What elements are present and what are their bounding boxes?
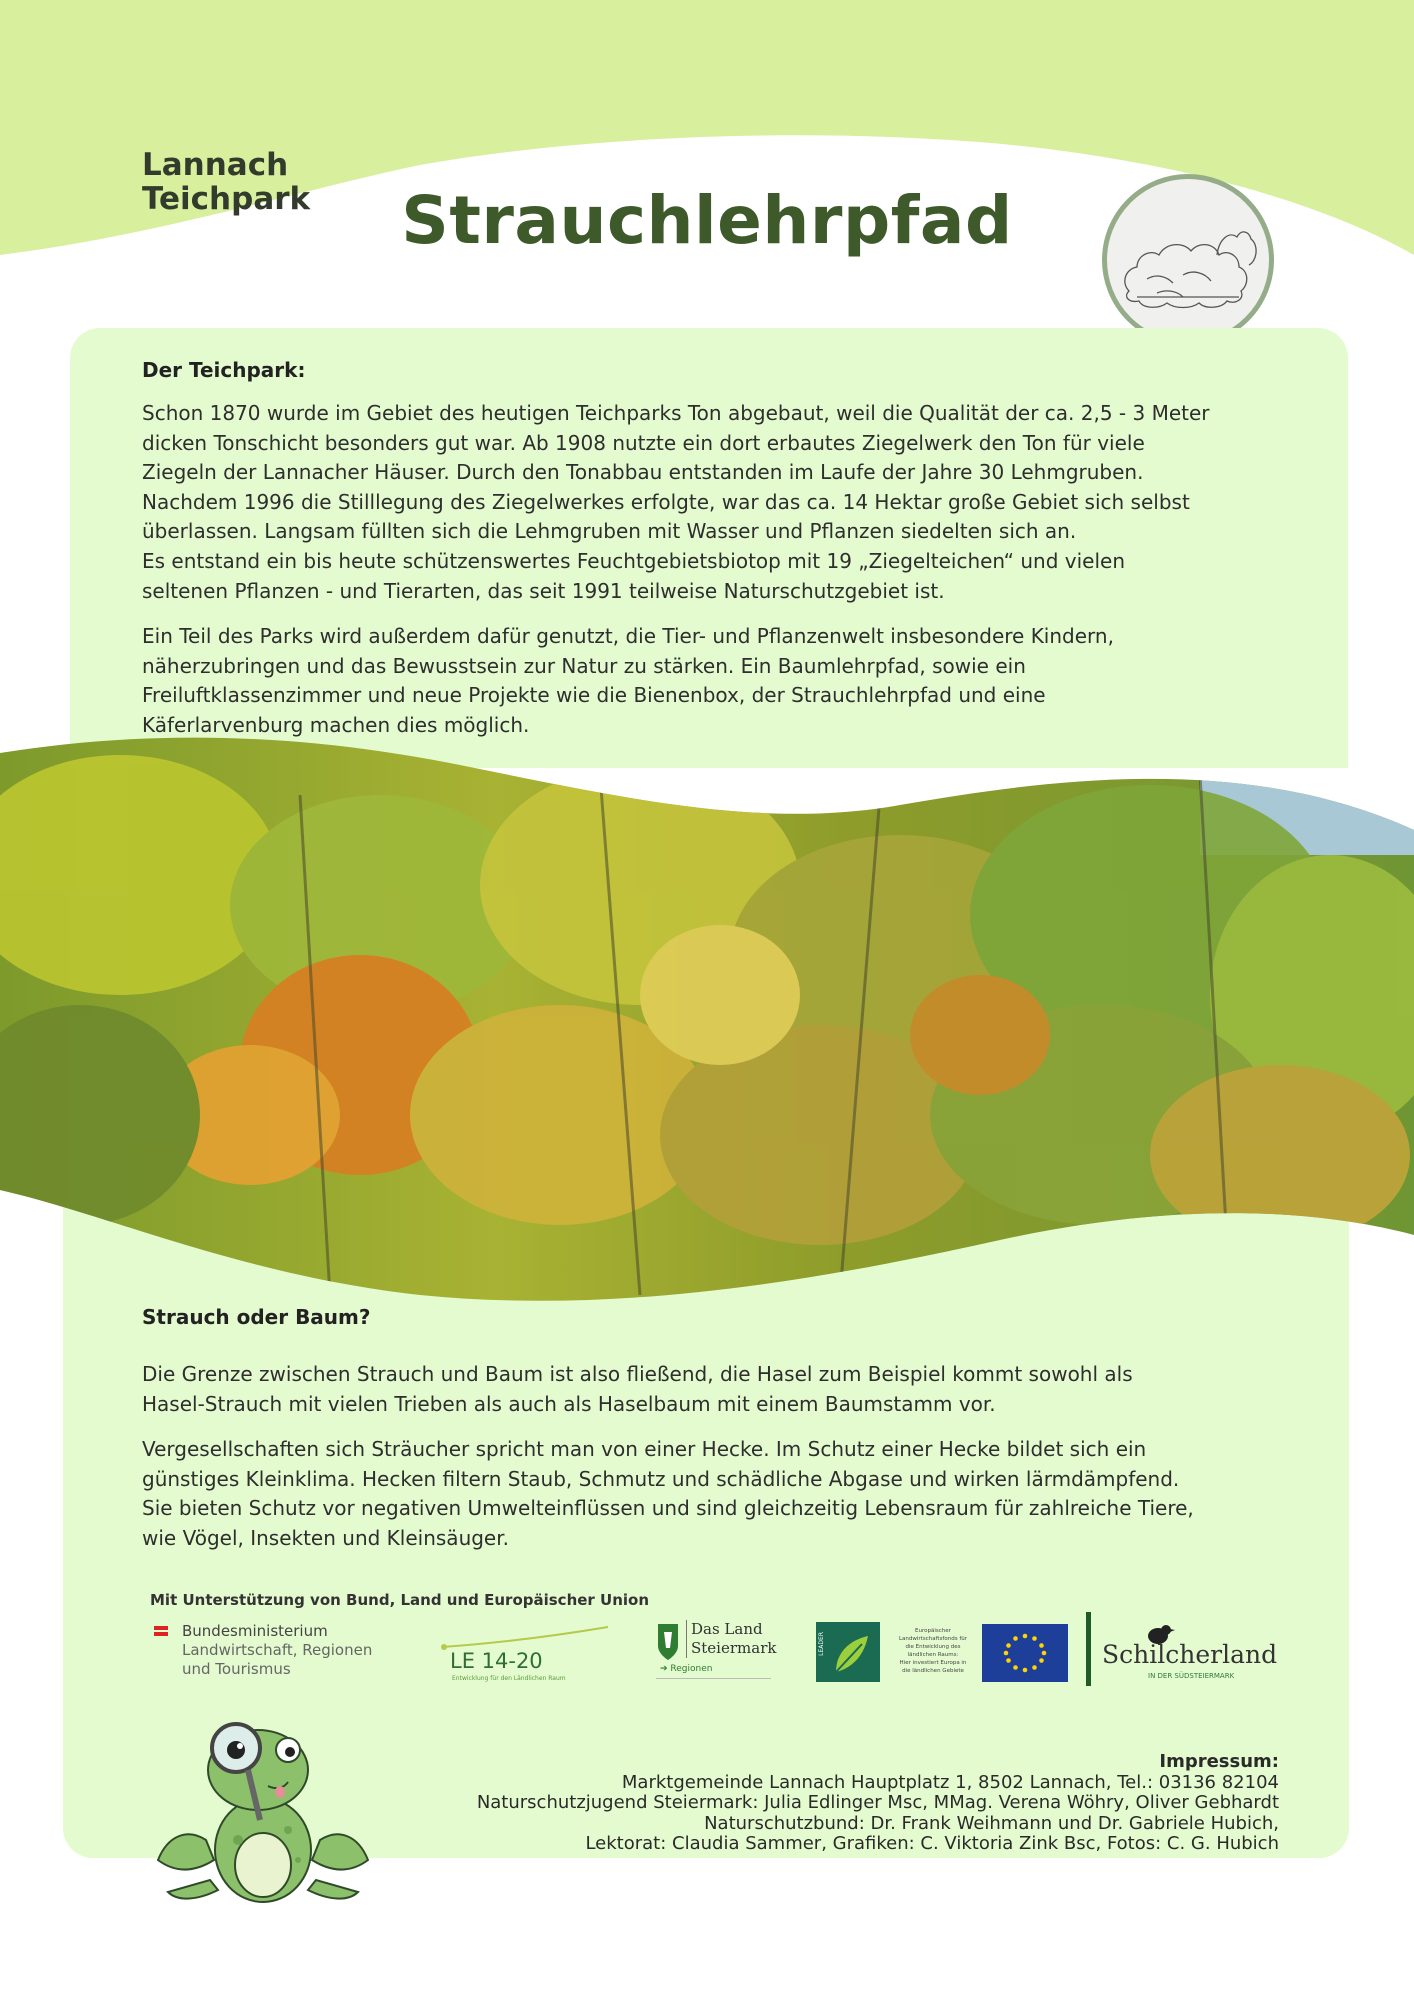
le-name: LE 14-20 [450,1649,543,1673]
shrub-icon [1107,179,1269,341]
schilcherland-name: Schilcherland [1102,1640,1278,1669]
eu-flag [982,1624,1068,1682]
ministry-line2: Landwirtschaft, Regionen [182,1641,373,1659]
section1-heading: Der Teichpark: [142,358,306,382]
section2-paragraph2: Vergesellschaften sich Sträucher spricht man von einer Hecke. Im Schutz einer Hecke bildet sich ein günstiges Kleinklima. Hecken filtern Staub, Schmutz und schädliche Abgase und wirken lärmdämpfend. Sie bieten Schutz vor negativen Umwelteinflüssen und sind gleichzeitig Lebensraum für zahlreiche Tiere, wie Vögel, Insekten und Kleinsäuger. [142,1437,1194,1550]
section1-paragraph1: Schon 1870 wurde im Gebiet des heutigen Teichparks Ton abgebaut, weil die Qualität der ca. 2,5 - 3 Meter dicken Tonschicht besonders gut war. Ab 1908 nutzte ein dort erbautes Ziegelwerk den Ton für viele Ziegeln der Lannacher Häuser. Durch den Tonabbau entstanden im Laufe der Jahre 30 Lehmgruben. Nachdem 1996 die Stilllegung des Ziegelwerkes erfolgte, war das ca. 14 Hektar große Gebiet sich selbst überlassen. Langsam füllten sich die Lehmgruben mit Wasser und Pflanzen siedelten sich an. Es entstand ein bis heute schützenswertes Feuchtgebietsbiotop mit 19 „Ziegelteichen“ und vielen seltenen Pflanzen - und Tierarten, das seit 1991 teilweise Naturschutzgebiet ist. [142,401,1210,603]
section2-paragraph1: Die Grenze zwischen Strauch und Baum ist also fließend, die Hasel zum Beispiel kommt sowohl als Hasel-Strauch mit vielen Trieben als auch als Haselbaum mit einem Baumstamm vor. [142,1362,1133,1416]
schilcherland-logo [1086,1612,1276,1686]
leader-leaf-icon [816,1622,880,1682]
steiermark-line1: Das Land [691,1620,763,1638]
shrub-badge [1102,174,1274,346]
schilcherland-sub: IN DER SÜDSTEIERMARK [1148,1672,1235,1680]
impressum [477,1752,1279,1855]
brand-line1: Lannach [142,147,289,183]
eu-fund-text: Europäischer Landwirtschaftsfonds für die Entwicklung des ländlichen Raums: Hier investiert Europa in die ländlichen Gebiete [898,1628,968,1674]
impressum-line3: Naturschutzbund: Dr. Frank Weihmann und Dr. Gabriele Hubich, [704,1812,1279,1834]
section1-paragraph2: Ein Teil des Parks wird außerdem dafür genutzt, die Tier- und Pflanzenwelt insbesondere Kindern, näherzubringen und das Bewusstsein zur Natur zu stärken. Ein Baumlehrpfad, sowie ein Freiluftklassenzimmer und neue Projekte wie die Bienenbox, der Strauchlehrpfad und eine Käferlarvenburg machen dies möglich. [142,624,1114,737]
support-heading: Mit Unterstützung von Bund, Land und Europäischer Union [150,1591,650,1609]
steiermark-crest-icon [656,1622,680,1662]
leader-logo [816,1622,880,1682]
page-title: Strauchlehrpfad [401,182,1013,259]
steiermark-logo [656,1620,777,1682]
forest-photo [0,735,1414,1310]
ministry-line1: Bundesministerium [182,1622,328,1640]
austria-flag-icon [154,1626,168,1630]
frog-mascot-icon [148,1710,378,1910]
steiermark-line2: Steiermark [691,1639,777,1657]
impressum-line1: Marktgemeinde Lannach Hauptplatz 1, 8502 Lannach, Tel.: 03136 82104 [621,1771,1279,1793]
impressum-line2: Naturschutzjugend Steiermark: Julia Edlinger Msc, MMag. Verena Wöhry, Oliver Gebhardt [476,1792,1279,1813]
eu-stars-icon [982,1624,1068,1682]
le1420-logo [440,1625,610,1685]
steiermark-line3: ➔ Regionen [660,1664,713,1674]
impressum-title: Impressum: [1159,1751,1279,1772]
section2-heading: Strauch oder Baum? [142,1305,371,1329]
le-sub: Entwicklung für den Ländlichen Raum [452,1675,566,1682]
ministry-line3: und Tourismus [182,1660,291,1678]
leader-name: LEADER [818,1632,825,1656]
brand-line2: Teichpark [142,181,311,217]
impressum-line4: Lektorat: Claudia Sammer, Grafiken: C. Viktoria Zink Bsc, Fotos: C. G. Hubich [585,1833,1279,1854]
